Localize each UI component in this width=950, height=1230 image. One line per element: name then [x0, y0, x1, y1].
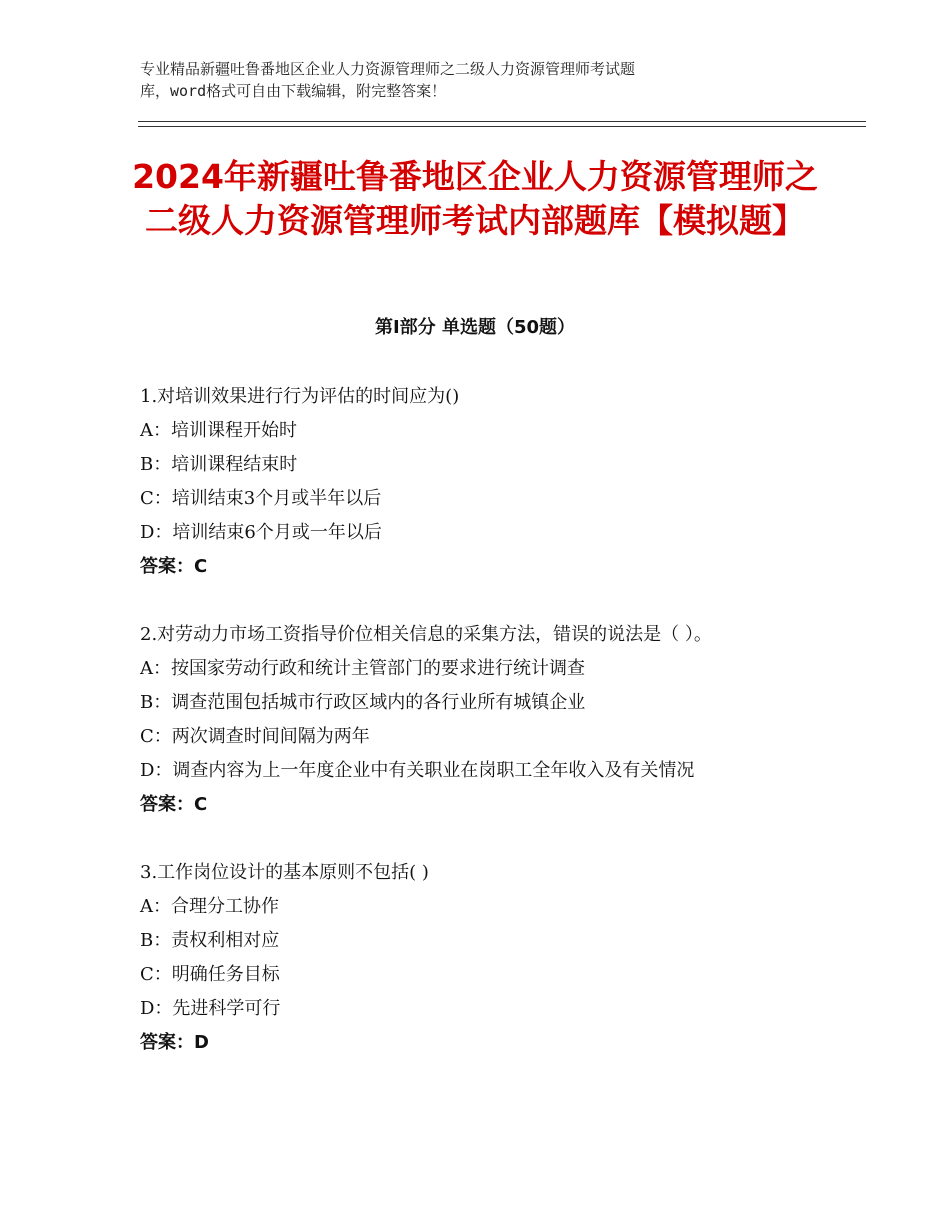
answer-label: 答案：C: [140, 556, 208, 577]
question-item-2: [140, 618, 820, 822]
header-divider: [138, 121, 866, 127]
option-b: B：调查范围包括城市行政区域内的各行业所有城镇企业: [140, 692, 586, 713]
option-b: B：责权利相对应: [140, 930, 280, 951]
question-list: [140, 380, 820, 1094]
option-d: D：先进科学可行: [140, 998, 281, 1019]
answer-label: 答案：D: [140, 1032, 209, 1053]
question-stem: 3.工作岗位设计的基本原则不包括( ): [140, 862, 429, 883]
option-c: C：两次调查时间间隔为两年: [140, 726, 370, 747]
option-a: A：合理分工协作: [140, 896, 279, 917]
option-c: C：明确任务目标: [140, 964, 280, 985]
question-stem: 2.对劳动力市场工资指导价位相关信息的采集方法，错误的说法是（ ）。: [140, 624, 712, 645]
option-a: A：培训课程开始时: [140, 420, 297, 441]
option-d: D：调查内容为上一年度企业中有关职业在岗职工全年收入及有关情况: [140, 760, 695, 781]
option-c: C：培训结束3个月或半年以后: [140, 488, 382, 509]
option-d: D：培训结束6个月或一年以后: [140, 522, 382, 543]
header-note-line-2: 库，word格式可自由下载编辑，附完整答案！: [140, 82, 447, 100]
section-title: 第Ⅰ部分 单选题（50题）: [374, 317, 575, 338]
answer-label: 答案：C: [140, 794, 208, 815]
question-stem: 1.对培训效果进行行为评估的时间应为(): [140, 386, 460, 407]
option-b: B：培训课程结束时: [140, 454, 298, 475]
question-item-3: [140, 856, 820, 1060]
option-a: A：按国家劳动行政和统计主管部门的要求进行统计调查: [140, 658, 585, 679]
header-note: [140, 58, 780, 102]
header-note-line-1: 专业精品新疆吐鲁番地区企业人力资源管理师之二级人力资源管理师考试题: [140, 60, 636, 78]
question-item-1: [140, 380, 820, 584]
document-title: 2024年新疆吐鲁番地区企业人力资源管理师之二级人力资源管理师考试内部题库【模拟题】: [132, 157, 818, 240]
